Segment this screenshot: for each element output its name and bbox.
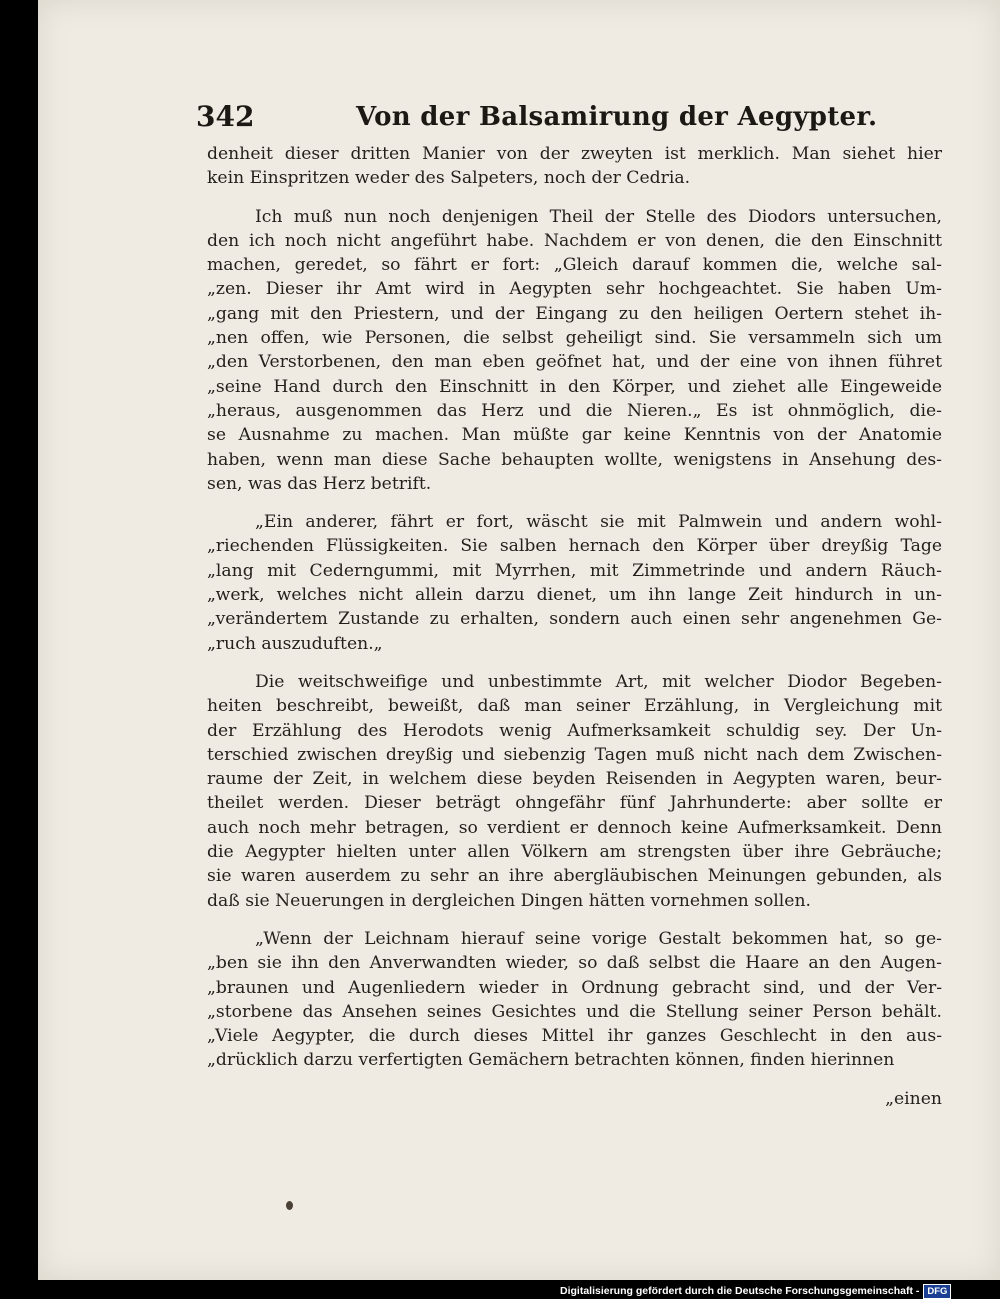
page-number: 342 bbox=[196, 100, 255, 133]
text-line: denheit dieser dritten Manier von der zweyten ist merklich. Man siehet hier bbox=[207, 144, 942, 164]
text-line: auch noch mehr betragen, so verdient er dennoch keine Aufmerksamkeit. Denn bbox=[207, 817, 942, 838]
text-line: theilet werden. Dieser beträgt ohngefähr fünf Jahrhunderte: aber sollte er bbox=[207, 793, 942, 814]
funding-footer bbox=[560, 1283, 951, 1299]
dfg-logo-icon: DFG bbox=[923, 1284, 951, 1299]
ink-spot bbox=[286, 1201, 293, 1210]
catchword: „einen bbox=[885, 1088, 942, 1109]
text-line: „Ein anderer, fährt er fort, wäscht sie mit Palmwein und andern wohl- bbox=[255, 512, 942, 533]
text-line: „den Verstorbenen, den man eben geöfnet hat, und der eine von ihnen führet bbox=[207, 352, 942, 373]
text-line: „storbene das Ansehen seines Gesichtes und die Stellung seiner Person behält. bbox=[207, 1001, 942, 1022]
text-line: „ben sie ihn den Anverwandten wieder, so daß selbst die Haare an den Augen- bbox=[207, 953, 942, 974]
paragraph bbox=[207, 927, 942, 1073]
text-line: „seine Hand durch den Einschnitt in den Körper, und ziehet alle Eingeweide bbox=[207, 376, 942, 397]
text-line: der Erzählung des Herodots wenig Aufmerksamkeit schuldig sey. Der Un- bbox=[207, 720, 942, 741]
text-line: daß sie Neuerungen in dergleichen Dingen hätten vornehmen sollen. bbox=[207, 890, 811, 911]
text-line: „riechenden Flüssigkeiten. Sie salben hernach den Körper über dreyßig Tage bbox=[207, 536, 942, 557]
text-line: „ruch auszuduften.„ bbox=[207, 633, 383, 654]
text-line: „drücklich darzu verfertigten Gemächern betrachten können, finden hierinnen bbox=[207, 1050, 895, 1071]
text-line: den ich noch nicht angeführt habe. Nachdem er von denen, die den Einschnitt bbox=[207, 230, 942, 251]
text-line: raume der Zeit, in welchem diese beyden Reisenden in Aegypten waren, beur- bbox=[207, 769, 942, 790]
paragraph bbox=[207, 142, 942, 191]
text-line: „lang mit Cederngummi, mit Myrrhen, mit Zimmetrinde und andern Räuch- bbox=[207, 560, 942, 581]
text-line: „heraus, ausgenommen das Herz und die Nieren.„ Es ist ohnmöglich, die- bbox=[207, 400, 942, 421]
text-line: terschied zwischen dreyßig und siebenzig Tagen muß nicht nach dem Zwischen- bbox=[207, 744, 942, 765]
text-line: se Ausnahme zu machen. Man müßte gar keine Kenntnis von der Anatomie bbox=[207, 425, 942, 446]
funding-notice: Digitalisierung gefördert durch die Deutsche Forschungsgemeinschaft - bbox=[560, 1285, 920, 1297]
text-line: Die weitschweifige und unbestimmte Art, mit welcher Diodor Begeben- bbox=[255, 671, 942, 692]
text-line: „nen offen, wie Personen, die selbst geheiligt sind. Sie versammeln sich um bbox=[207, 328, 942, 349]
text-line: sie waren auserdem zu sehr an ihre abergläubischen Meinungen gebunden, als bbox=[207, 866, 942, 887]
text-line: haben, wenn man diese Sache behaupten wollte, wenigstens in Ansehung des- bbox=[207, 449, 942, 470]
text-line: „braunen und Augenliedern wieder in Ordnung gebracht sind, und der Ver- bbox=[207, 977, 942, 998]
running-title: Von der Balsamirung der Aegypter. bbox=[356, 102, 878, 132]
paragraph bbox=[207, 670, 942, 913]
text-line: kein Einspritzen weder des Salpeters, noch der Cedria. bbox=[207, 168, 691, 189]
text-line: Ich muß nun noch denjenigen Theil der Stelle des Diodors untersuchen, bbox=[255, 206, 942, 227]
text-line: „Viele Aegypter, die durch dieses Mittel ihr ganzes Geschlecht in den aus- bbox=[207, 1026, 942, 1047]
text-line: „zen. Dieser ihr Amt wird in Aegypten sehr hochgeachtet. Sie haben Um- bbox=[207, 279, 942, 300]
text-line: „gang mit den Priestern, und der Eingang zu den heiligen Oertern stehet ih- bbox=[207, 303, 942, 324]
paragraph bbox=[207, 510, 942, 656]
page-header bbox=[196, 100, 946, 140]
text-line: die Aegypter hielten unter allen Völkern am strengsten über ihre Gebräuche; bbox=[207, 842, 942, 863]
text-line: „Wenn der Leichnam hierauf seine vorige Gestalt bekommen hat, so ge- bbox=[255, 928, 942, 949]
text-line: sen, was das Herz betrift. bbox=[207, 473, 432, 494]
text-line: machen, geredet, so fährt er fort: „Gleich darauf kommen die, welche sal- bbox=[207, 255, 942, 276]
paragraph bbox=[207, 205, 942, 497]
text-line: „werk, welches nicht allein darzu dienet, um ihn lange Zeit hindurch in un- bbox=[207, 585, 942, 606]
text-line: „verändertem Zustande zu erhalten, sondern auch einen sehr angenehmen Ge- bbox=[207, 609, 942, 630]
page-body bbox=[207, 142, 942, 1111]
text-line: heiten beschreibt, beweißt, daß man seiner Erzählung, in Vergleichung mit bbox=[207, 696, 942, 717]
